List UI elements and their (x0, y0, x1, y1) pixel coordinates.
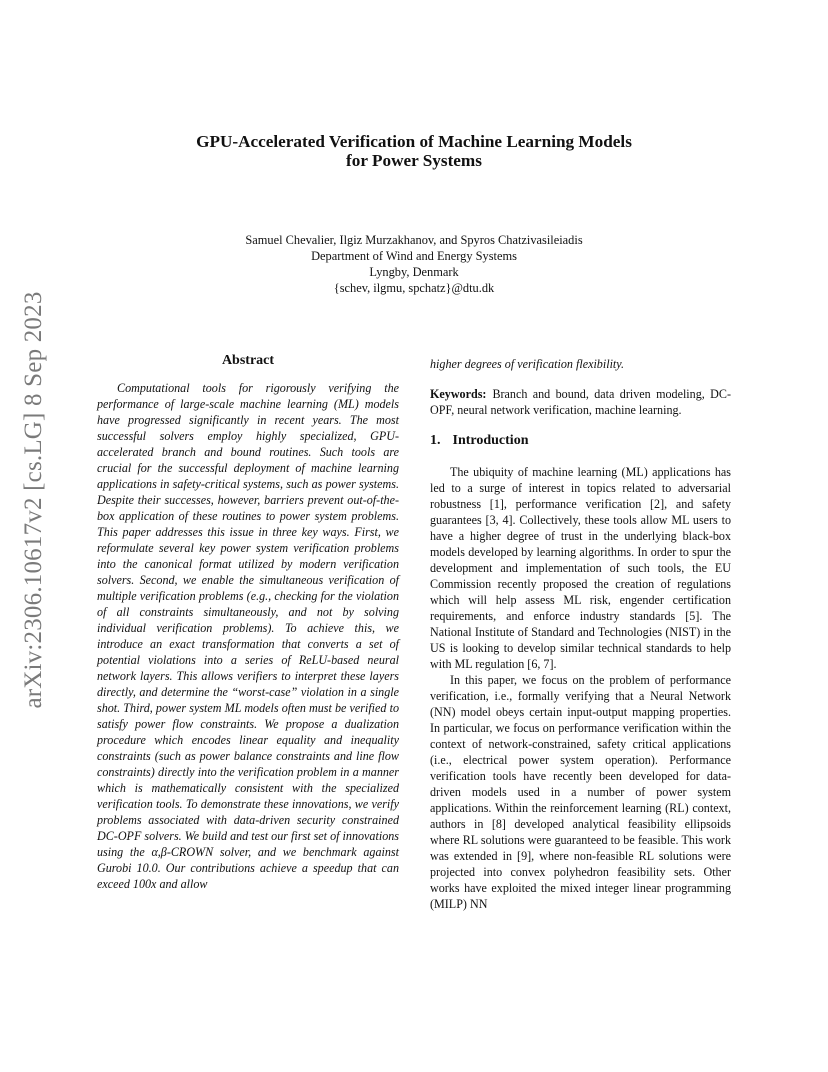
left-column (97, 352, 399, 892)
title-line-2: for Power Systems (346, 151, 482, 170)
paper-title (0, 132, 828, 170)
author-email: {schev, ilgmu, spchatz}@dtu.dk (333, 281, 495, 295)
abstract-text: Computational tools for rigorously verifying the performance of large-scale machine learning (ML) models have progressed significantly in recent years. The most successful solvers employ highly specialized, GPU-accelerated branch and bound routines. Such tools are crucial for the successful deployment of machine learning applications in safety-critical systems, such as power systems. Despite their successes, however, barriers prevent out-of-the-box application of these routines to power system problems. This paper addresses this issue in three key ways. First, we reformulate several key power system verification problems into the canonical format utilized by modern verification solvers. Second, we enable the simultaneous verification of multiple verification problems (e.g., checking for the violation of all constraints simultaneously, and not by solving individual verification problems). To achieve this, we introduce an exact transformation that converts a set of potential violations into a series of ReLU-based neural network layers. This allows verifiers to interpret these layers directly, and determine the “worst-case” violation in a single shot. Third, power system ML models often must be verified to satisfy power flow constraints. We propose a dualization procedure which encodes linear equality and inequality constraints (such as power balance constraints and line flow constraints) directly into the verification problem in a manner which is mathematically consistent with the specialized verification tools. To demonstrate these innovations, we verify problems associated with data-driven security constrained DC-OPF solvers. We build and test our first set of innovations using the α,β-CROWN solver, and we benchmark against Gurobi 10.0. Our contributions achieve a speedup that can exceed 100x and allow (97, 381, 399, 891)
section-heading-introduction (430, 432, 731, 450)
author-block (0, 232, 828, 296)
intro-paragraph-1: The ubiquity of machine learning (ML) applications has led to a surge of interest in topics related to adversarial robustness [1], performance verification [2], and safety guarantees [3, 4]. Collectively, these tools allow ML users to have a higher degree of trust in the underlying black-box models developed by learning algorithms. In order to spur the development and implementation of such tools, the EU Commission recently proposed the creation of regulations which will help assess ML risk, engender certification requirements, and enforce industry standards [5]. The National Institute of Standard and Technologies (NIST) in the US is looking to develop similar technical standards to help with ML regulation [6, 7]. (430, 465, 731, 671)
title-line-1: GPU-Accelerated Verification of Machine Learning Models (196, 132, 632, 151)
section-number: 1. (430, 433, 441, 448)
keywords-label: Keywords: (430, 387, 487, 401)
author-names: Samuel Chevalier, Ilgiz Murzakhanov, and Spyros Chatzivasileiadis (245, 233, 583, 247)
author-location: Lyngby, Denmark (369, 265, 459, 279)
arxiv-sidebar (14, 290, 54, 710)
right-column (430, 356, 731, 912)
abstract-continuation: higher degrees of verification flexibility. (430, 357, 625, 371)
abstract-heading: Abstract (221, 353, 275, 368)
section-title: Introduction (452, 433, 529, 448)
intro-paragraph-2: In this paper, we focus on the problem of performance verification, i.e., formally verifying that a Neural Network (NN) model obeys certain input-output mapping properties. In particular, we focus on performance verification within the context of network-constrained, safety critical applications (i.e., electrical power system operation). Performance verification tools have recently been developed for data-driven models used in a number of power system applications. Within the reinforcement learning (RL) context, authors in [8] developed analytical feasibility ellipsoids where RL solutions were guaranteed to be feasible. This work was extended in [9], where non-feasible RL solutions were projected into convex polyhedron feasibility sets. Other works have exploited the mixed integer linear programming (MILP) NN (430, 673, 731, 911)
keywords (430, 386, 731, 418)
keywords-text: Branch and bound, data driven modeling, DC-OPF, neural network verification, machine learning. (430, 387, 731, 417)
author-department: Department of Wind and Energy Systems (311, 249, 517, 263)
arxiv-identifier: arXiv:2306.10617v2 [cs.LG] 8 Sep 2023 (20, 291, 47, 709)
